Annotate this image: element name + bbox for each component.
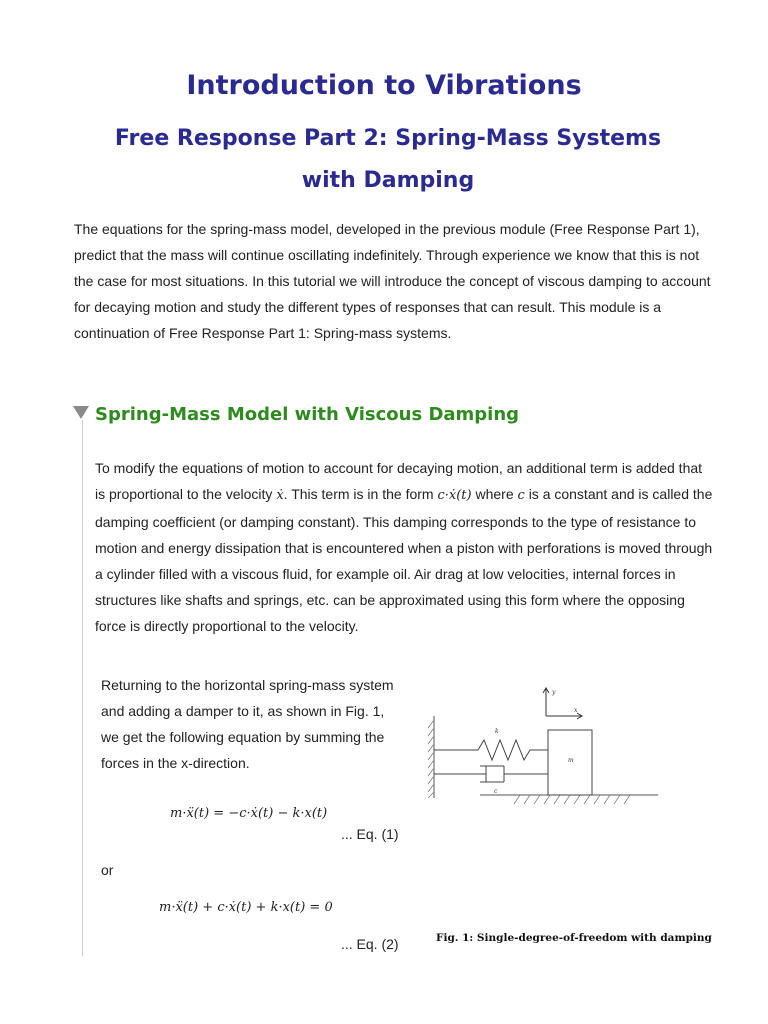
para-text-part3: where (475, 486, 514, 502)
page-subtitle: Free Response Part 2: Spring-Mass Systems with Damping (114, 126, 662, 193)
axes-arrows (543, 688, 582, 719)
fig-label-m: m (568, 757, 574, 764)
para-text-part1: To modify the equations of motion to account for decaying motion, an additional term is added that is proportional to the velocity (95, 460, 703, 502)
collapse-triangle-icon[interactable] (73, 406, 89, 419)
equation-1-label: ... Eq. (1) (341, 826, 399, 842)
fig-label-c: c (494, 788, 498, 795)
fig-label-y: y (552, 689, 556, 696)
intro-paragraph: The equations for the spring-mass model, developed in the previous module (Free Response Part 1), predict that the mass will continue oscillating indefinitely. Through experience we know that this is not the case for most situations. In this tutorial we will introduce the concept of viscous damping to account for decaying motion and study the different types of responses that can result. This module is a continuation of Free Response Part 1: Spring-mass systems. (74, 221, 711, 341)
figure-caption: Fig. 1: Single-degree-of-freedom with damping (436, 932, 712, 944)
section-divider-line (82, 420, 83, 956)
velocity-symbol: ẋ (276, 488, 284, 503)
c-symbol: c (517, 488, 525, 503)
damping-term: c·ẋ(t) (437, 488, 472, 503)
page-title: Introduction to Vibrations (186, 70, 582, 101)
returning-paragraph: Returning to the horizontal spring-mass system and adding a damper to it, as shown in Fig. 1, we get the following equation by summing the forces in the x-direction. (101, 677, 394, 771)
spring-shape (434, 740, 548, 760)
ground-hatching (514, 795, 630, 804)
section-paragraph (95, 455, 715, 639)
para-text-part4: is a constant and is called the damping coefficient (or damping constant). This damping corresponds to the type of resistance to motion and energy dissipation that is encountered when a piston with perforations is moved through a cylinder filled with a viscous fluid, for example oil. Air drag at low velocities, internal forces in structures like shafts and springs, etc. can be approximated using this form where the opposing force is directly proportional to the velocity. (95, 486, 713, 634)
para-text-part2: . This term is in the form (283, 486, 434, 502)
equation-1: m·ẍ(t) = −c·ẋ(t) − k·x(t) (170, 806, 328, 821)
equation-2: m·ẍ(t) + c·ẋ(t) + k·x(t) = 0 (159, 900, 333, 915)
fig-label-x: x (574, 707, 578, 714)
damper-shape (434, 766, 548, 782)
or-label: or (101, 862, 114, 878)
equation-2-label: ... Eq. (2) (341, 936, 399, 952)
spring-mass-damper-figure (420, 678, 660, 810)
wall-hatching (428, 720, 434, 798)
fig-label-k: k (495, 728, 499, 735)
section-title: Spring-Mass Model with Viscous Damping (95, 404, 520, 425)
